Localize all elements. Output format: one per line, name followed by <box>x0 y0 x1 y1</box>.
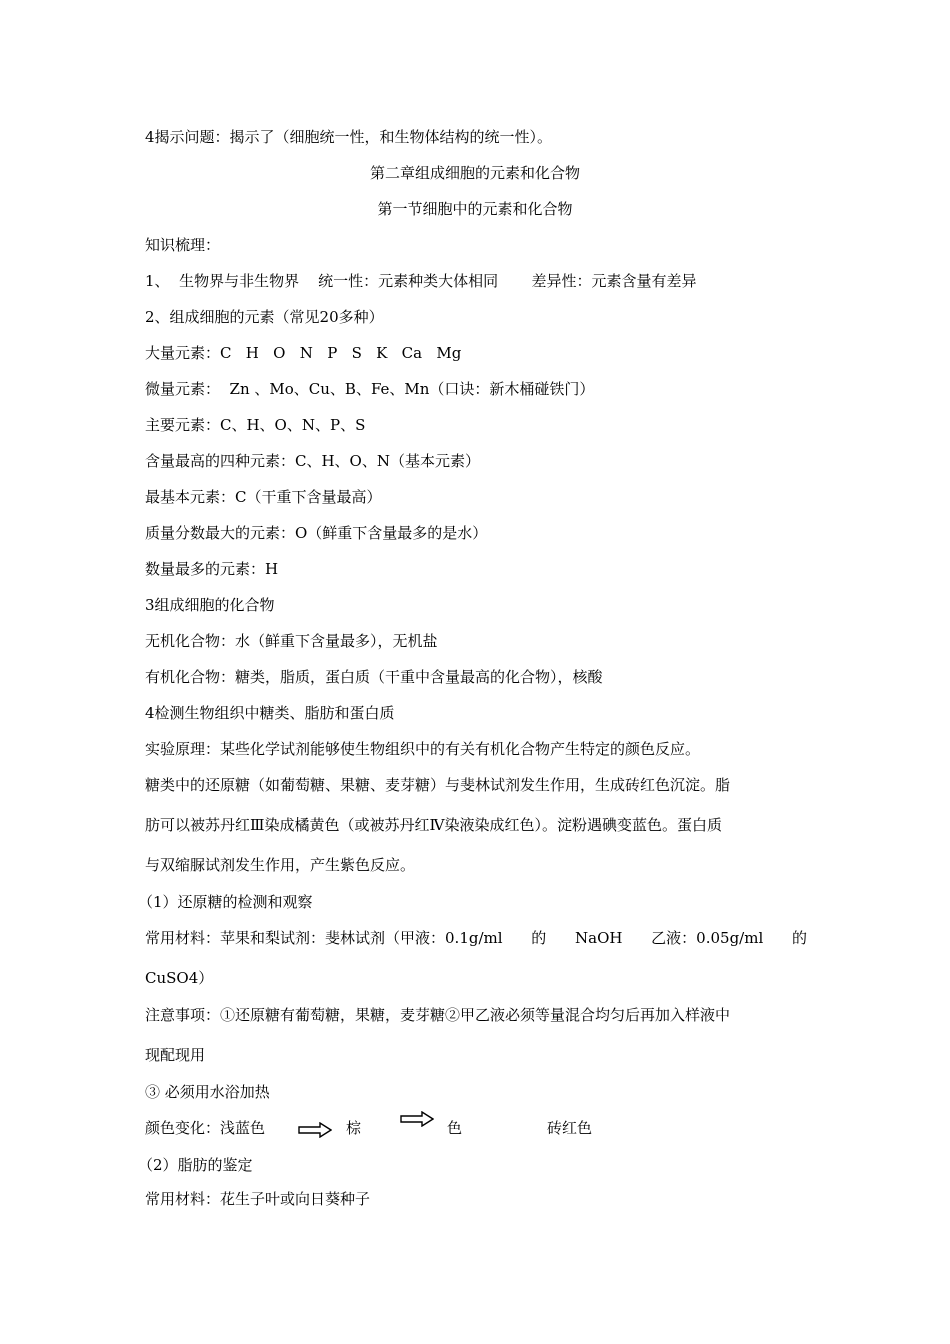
text-segment: 常用材料：苹果和梨试剂：斐林试剂（甲液：0.1g/ml <box>145 929 503 947</box>
paragraph-line: 与双缩脲试剂发生作用，产生紫色反应。 <box>145 856 416 874</box>
subsection-heading: （2）脂肪的鉴定 <box>138 1156 253 1174</box>
paragraph-line: 无机化合物：水（鲜重下含量最多），无机盐 <box>145 632 438 650</box>
subsection-heading: （1）还原糖的检测和观察 <box>138 893 313 911</box>
paragraph-line: 有机化合物：糖类，脂质，蛋白质（干重中含量最高的化合物），核酸 <box>145 668 603 686</box>
paragraph-line: 糖类中的还原糖（如葡萄糖、果糖、麦芽糖）与斐林试剂发生作用，生成砖红色沉淀。脂 <box>145 776 731 794</box>
paragraph-line: 数量最多的元素：H <box>145 560 279 578</box>
hollow-right-arrow-icon <box>298 1122 332 1138</box>
color-brick-red-text: 砖红色 <box>547 1119 593 1137</box>
text-segment: 的 <box>791 929 807 947</box>
text-segment: 的 <box>531 929 547 947</box>
paragraph-line <box>145 928 807 948</box>
paragraph-line: 注意事项：①还原糖有葡萄糖，果糖，麦芽糖②甲乙液必须等量混合均匀后再加入样液中 <box>145 1006 731 1024</box>
paragraph-line: 2、组成细胞的元素（常见20多种） <box>145 308 384 326</box>
color-suffix-text: 色 <box>447 1119 463 1137</box>
paragraph-line: ③ 必须用水浴加热 <box>145 1083 270 1101</box>
paragraph-line: 常用材料：花生子叶或向日葵种子 <box>145 1190 371 1208</box>
paragraph-line: 大量元素：C H O N P S K Ca Mg <box>145 344 462 362</box>
paragraph-line: 现配现用 <box>145 1046 206 1064</box>
paragraph-line: 4揭示问题：揭示了（细胞统一性，和生物体结构的统一性）。 <box>145 128 553 146</box>
paragraph-line: 实验原理：某些化学试剂能够使生物组织中的有关有机化合物产生特定的颜色反应。 <box>145 740 701 758</box>
text-segment: 乙液：0.05g/ml <box>651 929 764 947</box>
section-title: 第一节细胞中的元素和化合物 <box>377 200 573 218</box>
paragraph-line: 1、 生物界与非生物界 统一性：元素种类大体相同 差异性：元素含量有差异 <box>145 272 697 290</box>
chapter-title: 第二章组成细胞的元素和化合物 <box>369 164 580 182</box>
paragraph-line: 4检测生物组织中糖类、脂肪和蛋白质 <box>145 704 395 722</box>
paragraph-line: 知识梳理： <box>145 236 221 254</box>
hollow-right-arrow-icon <box>400 1111 434 1127</box>
paragraph-line: 质量分数最大的元素：O（鲜重下含量最多的是水） <box>145 524 488 542</box>
paragraph-line: 含量最高的四种元素：C、H、O、N（基本元素） <box>145 452 480 470</box>
color-brown-text: 棕 <box>346 1119 362 1137</box>
paragraph-line: 微量元素： Zn 、Mo、Cu、B、Fe、Mn（口诀：新木桶碰铁门） <box>145 380 595 398</box>
paragraph-line: 最基本元素：C（干重下含量最高） <box>145 488 382 506</box>
paragraph-line: 主要元素：C、H、O、N、P、S <box>145 416 366 434</box>
paragraph-line: 肪可以被苏丹红Ⅲ染成橘黄色（或被苏丹红Ⅳ染液染成红色）。淀粉遇碘变蓝色。蛋白质 <box>145 816 722 834</box>
text-segment: NaOH <box>575 929 623 947</box>
paragraph-line: CuSO4） <box>145 969 214 987</box>
paragraph-line: 3组成细胞的化合物 <box>145 596 275 614</box>
color-change-label: 颜色变化：浅蓝色 <box>145 1119 266 1137</box>
